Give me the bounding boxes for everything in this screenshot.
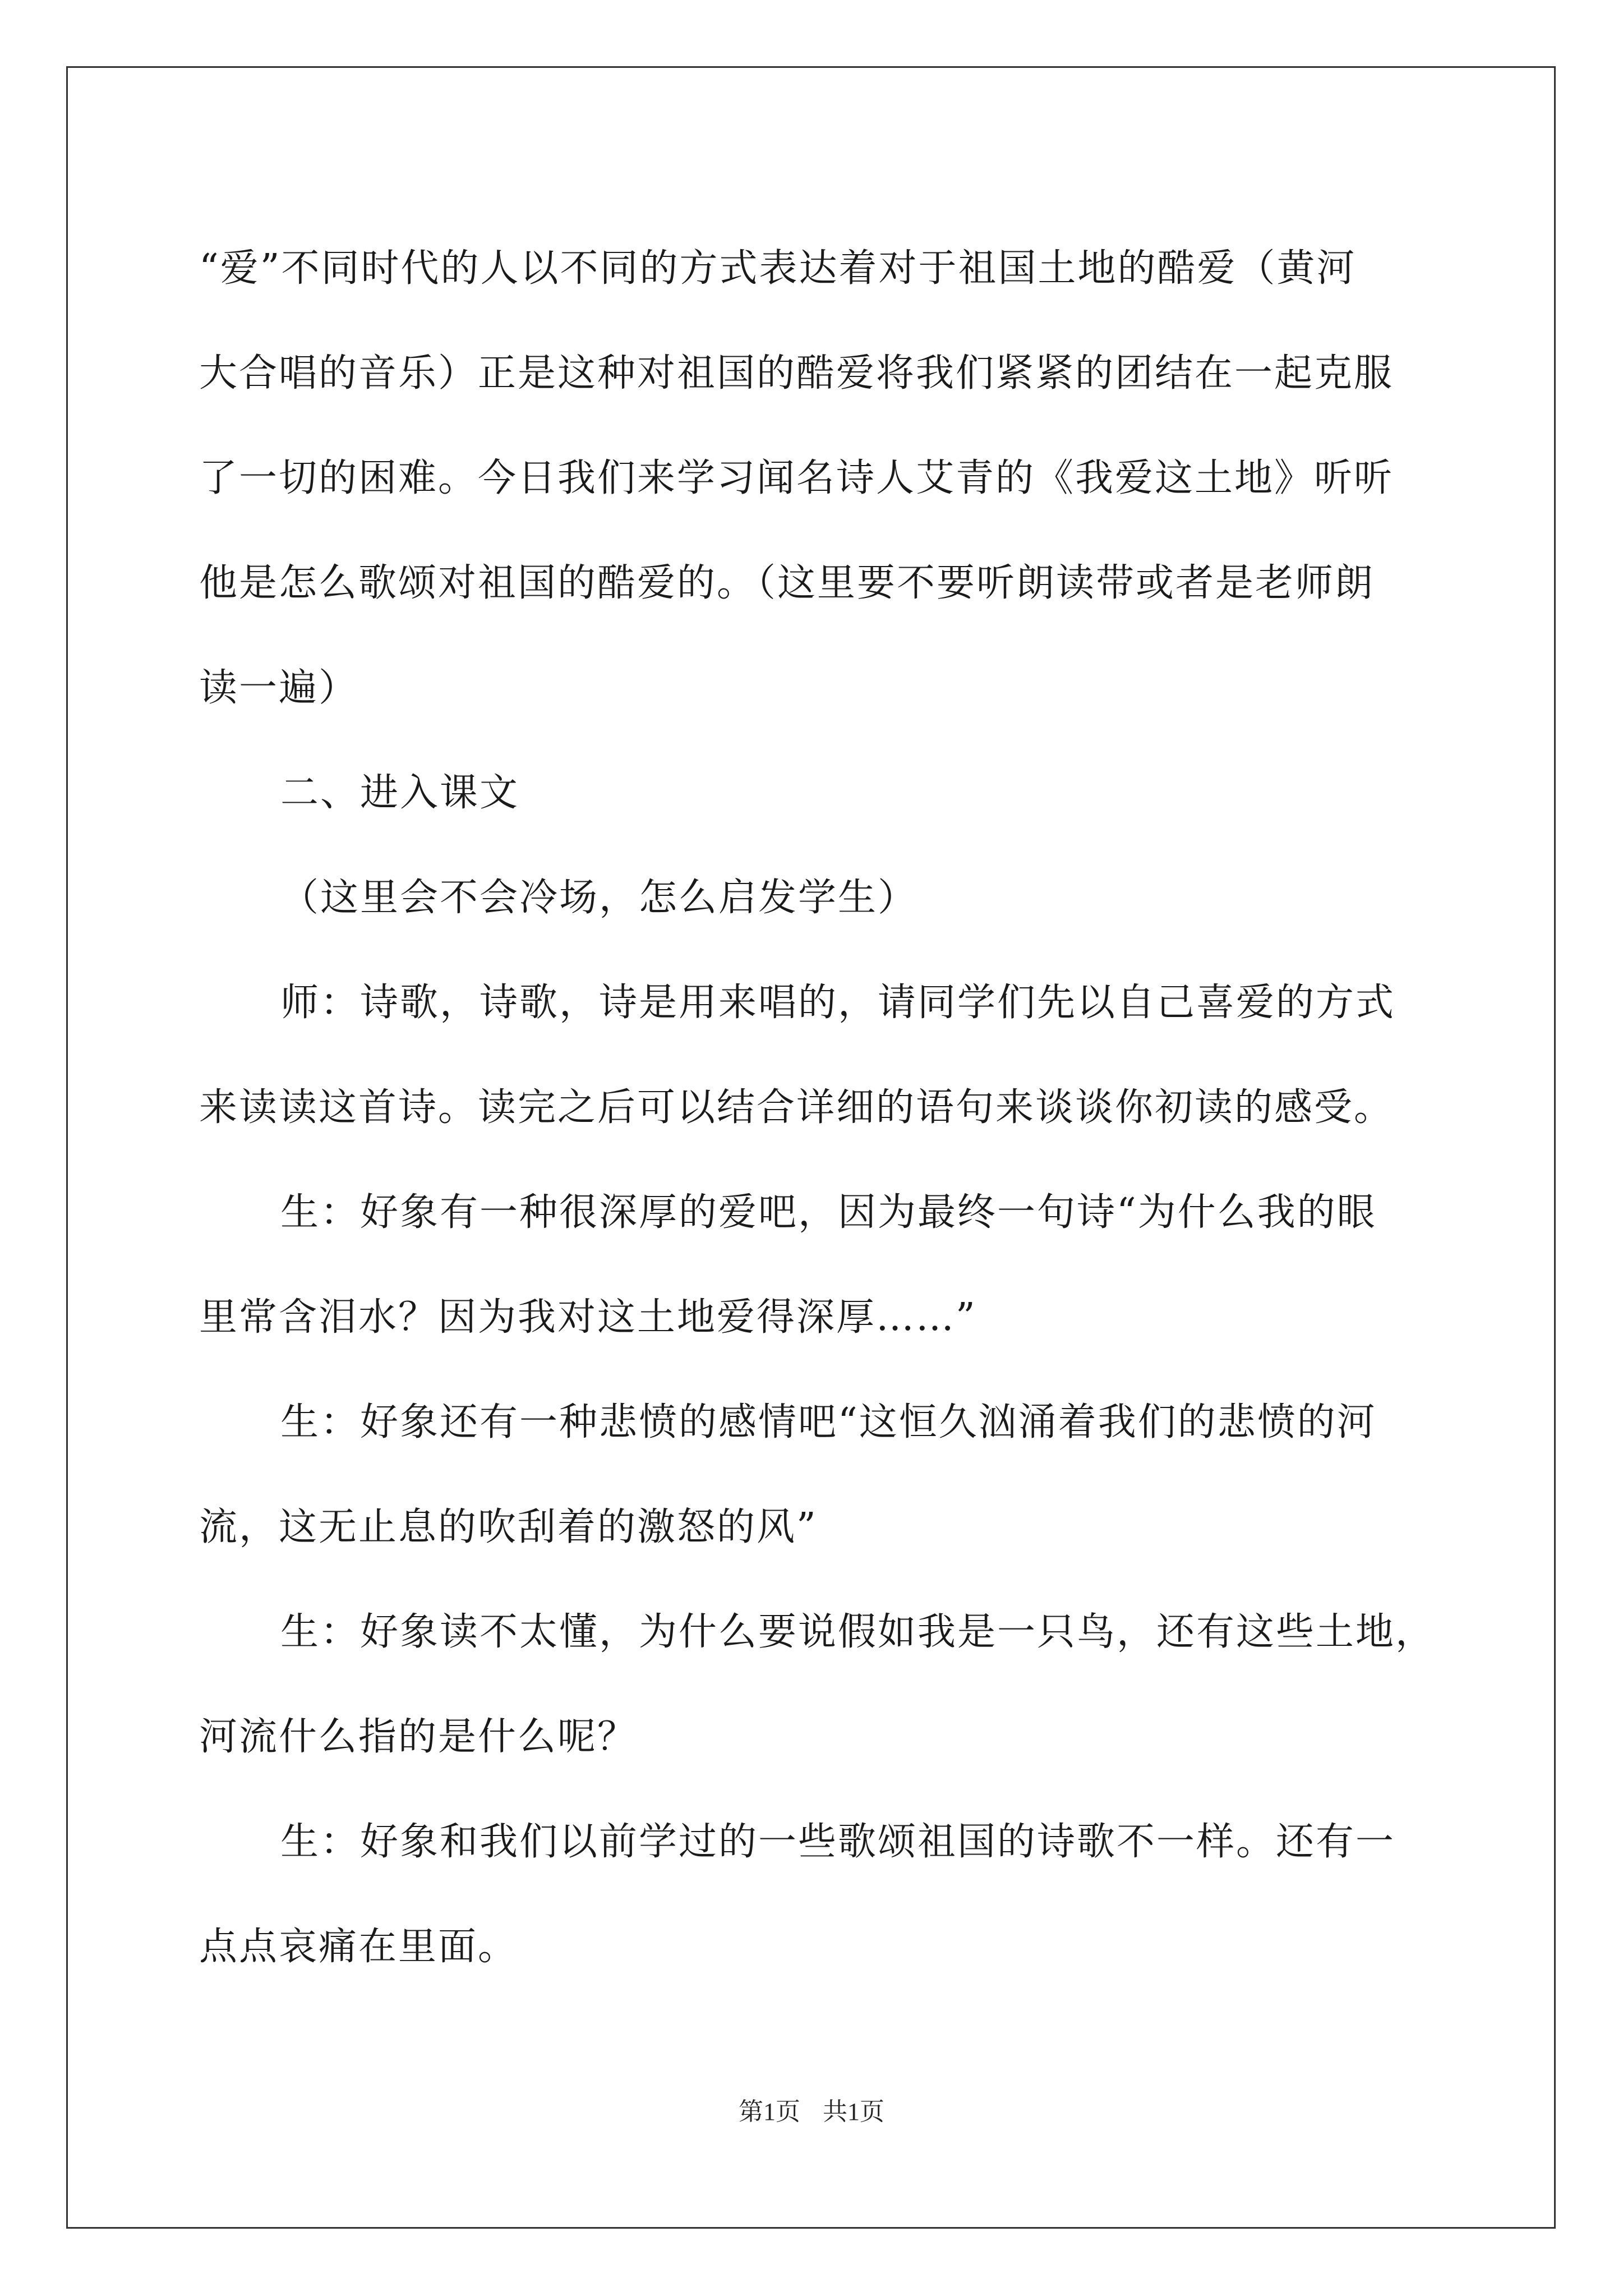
page-number: 第1页	[739, 2098, 800, 2125]
text-line-15: 河流什么指的是什么呢？	[199, 1715, 638, 1759]
text-line-16: 生：好象和我们以前学过的一些歌颂祖国的诗歌不一样。还有一	[280, 1820, 1396, 1864]
text-line-1: “爱”不同时代的人以不同的方式表达着对于祖国土地的酷爱（黄河	[199, 246, 1357, 291]
text-line-5: 读一遍）	[199, 666, 359, 710]
text-line-8: 师：诗歌，诗歌，诗是用来唱的，请同学们先以自己喜爱的方式	[280, 981, 1396, 1025]
text-line-13: 流，这无止息的吹刮着的激怒的风”	[199, 1505, 818, 1549]
document-body	[199, 216, 1436, 1999]
text-line-3: 了一切的困难。今日我们来学习闻名诗人艾青的《我爱这土地》听听	[199, 456, 1394, 500]
text-line-2: 大合唱的音乐）正是这种对祖国的酷爱将我们紧紧的团结在一起克服	[199, 351, 1394, 395]
text-line-14: 生：好象读不太懂，为什么要说假如我是一只鸟，还有这些土地，	[280, 1610, 1436, 1654]
text-line-10: 生：好象有一种很深厚的爱吧，因为最终一句诗“为什么我的眼	[280, 1190, 1377, 1235]
text-line-12: 生：好象还有一种悲愤的感情吧“这恒久汹涌着我们的悲愤的河	[280, 1400, 1377, 1444]
text-line-17: 点点哀痛在里面。	[199, 1925, 518, 1969]
text-line-4: 他是怎么歌颂对祖国的酷爱的。（这里要不要听朗读带或者是老师朗	[199, 561, 1375, 605]
text-line-11: 里常含泪水？因为我对这土地爱得深厚……”	[199, 1295, 977, 1340]
page-total: 共1页	[823, 2098, 884, 2125]
text-line-9: 来读读这首诗。读完之后可以结合详细的语句来谈谈你初读的感受。	[199, 1085, 1394, 1130]
page-footer	[0, 2091, 1623, 2127]
section-heading: 二、进入课文	[280, 771, 520, 815]
text-line-7: （这里会不会冷场，怎么启发学生）	[280, 876, 918, 920]
